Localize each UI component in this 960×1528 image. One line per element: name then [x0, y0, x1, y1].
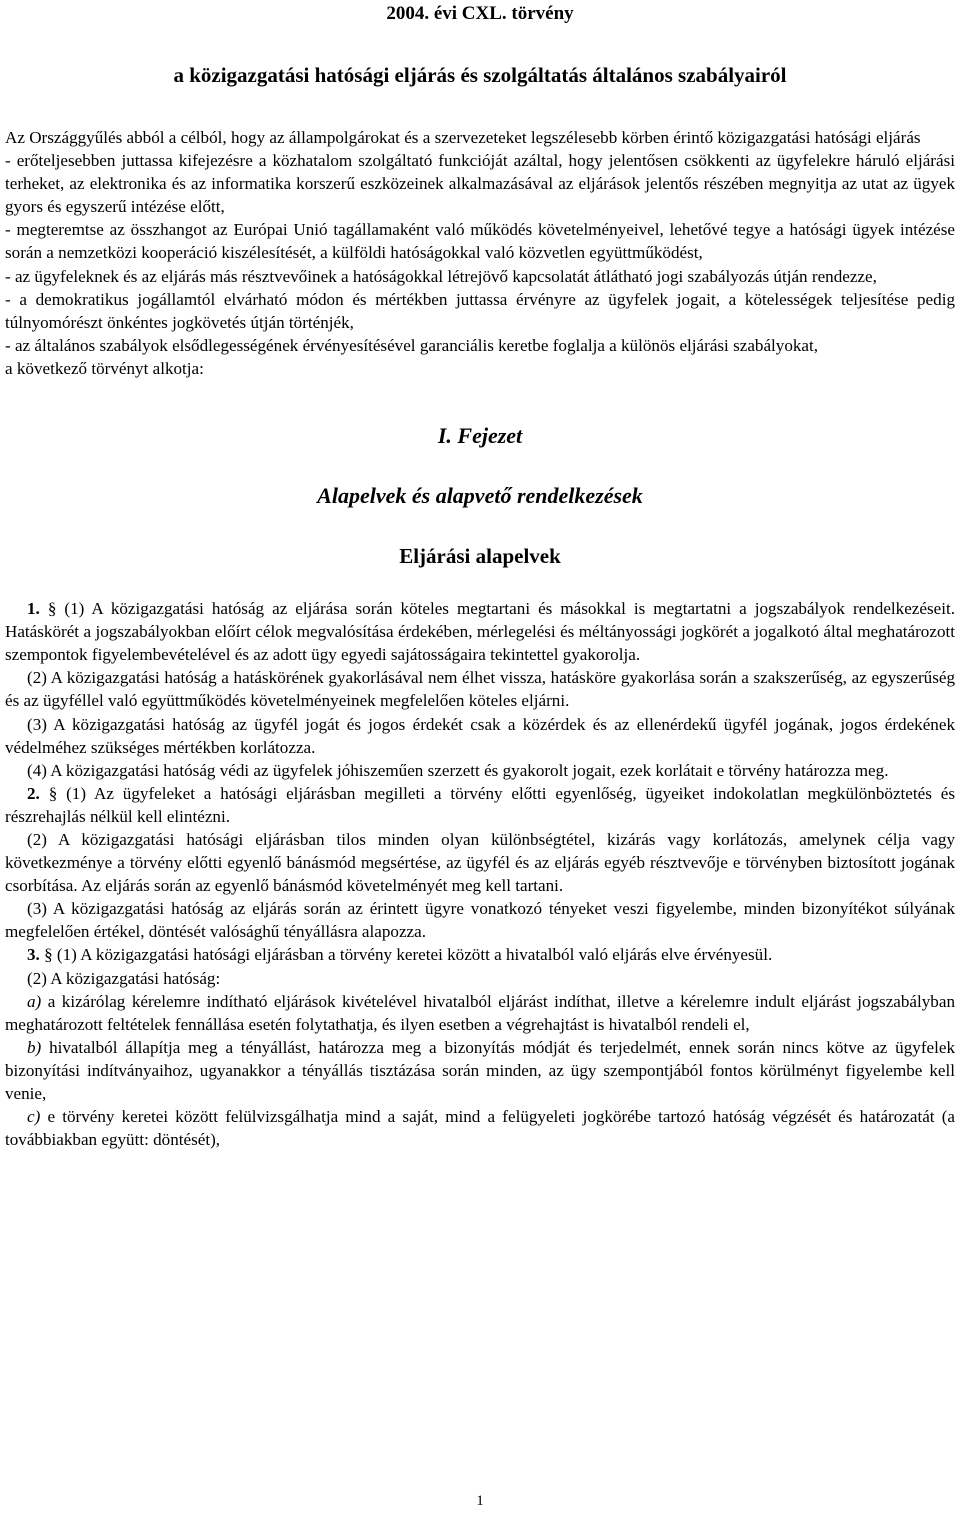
preamble-item: - erőteljesebben juttassa kifejezésre a közhatalom szolgáltató funkcióját azáltal, hogy jelentősen csökkenti az ügyfelekre háruló eljárási terheket, az elektronika és az informatika korszerű eszközeinek alkalmazásával az eljárások jelentős részében megnyitja az utat az ügyek gyors és egyszerű intézése előtt, — [5, 151, 955, 217]
paragraph-mark: § (1) — [44, 945, 77, 965]
paragraph: (2) A közigazgatási hatóság: — [27, 968, 221, 988]
section-number: 2. — [27, 783, 40, 803]
chapter-heading: I. Fejezet — [437, 423, 523, 449]
item-text: hivatalból állapítja meg a tényállást, határozza meg a bizonyítás módját és terjedelmét, ennek során nincs kötve az ügyfelek bizonyítási indítványaihoz, ugyanakkor a tényállás tisztázása során minden, az ügy szempontjából fontos körülményt figyelembe kell venie, — [5, 1037, 955, 1103]
preamble-item: - az ügyfeleknek és az eljárás más résztvevőinek a hatóságokkal létrejövő kapcsolatát átlátható jogi szabályozás útján rendezze, — [5, 266, 877, 286]
item-text: a kizárólag kérelemre indítható eljárások kivételével hivatalból eljárást indíthat, illetve a kérelemre indult eljárást jogszabályban meghatározott feltételek fennállása esetén folytathatja, és ilyen esetben a végrehajtást is hivatalból rendeli el, — [5, 991, 955, 1034]
paragraph: (2) A közigazgatási hatósági eljárásban tilos minden olyan különbségtétel, kizárás vagy korlátozás, amelynek célja vagy következménye a törvény előtti egyenlő bánásmód megsértése, az ügyfél és az eljárás egyéb résztvevője e törvényben biztosított jogának csorbítása. Az eljárás során az egyenlő bánásmód követelményét meg kell tartani. — [5, 829, 955, 896]
paragraph-text: A közigazgatási hatósági eljárásban a törvény keretei között a hivatalból való eljárás elve érvényesül. — [80, 945, 773, 965]
paragraph-mark: § (1) — [48, 783, 87, 803]
list-item — [5, 990, 955, 1036]
item-label: c) — [27, 1107, 41, 1127]
paragraph — [5, 782, 955, 828]
section-1 — [5, 597, 955, 782]
item-label: a) — [27, 991, 42, 1011]
paragraph-mark: § (1) — [47, 599, 85, 619]
paragraph: (3) A közigazgatási hatóság az eljárás során az érintett ügyre vonatkozó tényeket veszi figyelembe, minden bizonyítékot súlyának megfelelően értékel, döntését valósághű tényállásra alapozza. — [5, 899, 955, 942]
preamble-item: - a demokratikus jogállamtól elvárható módon és mértékben juttassa érvényre az ügyfelek jogait, a kötelességek teljesítése pedig túlnyomórészt önkéntes jogkövetés útján történjék, — [5, 289, 955, 332]
page-number: 1 — [476, 1493, 484, 1509]
preamble-closing: a következő törvényt alkotja: — [5, 358, 204, 378]
list-item — [5, 1105, 955, 1151]
section-number: 1. — [27, 599, 40, 619]
preamble — [5, 126, 955, 380]
paragraph: (3) A közigazgatási hatóság az ügyfél jogát és jogos érdekét csak a közérdek és az ellenérdekű ügyfél jogának, jogos érdekének védelméhez szükséges mértékben korlátozza. — [5, 714, 955, 757]
section-3 — [5, 943, 955, 1151]
law-number: 2004. évi CXL. törvény — [386, 3, 574, 24]
paragraph: (2) A közigazgatási hatóság a hatáskörének gyakorlásával nem élhet vissza, hatásköre gyakorlása során a szakszerűség, az egyszerűség és az ügyféllel való együttműködés követelményeinek megfelelően köteles eljárni. — [5, 668, 955, 711]
paragraph — [5, 943, 955, 966]
preamble-item: - megteremtse az összhangot az Európai Unió tagállamaként való működés követelményeivel, lehetővé tegye a hatósági ügyek intézése során a nemzetközi kooperáció kiszélesítését, a külföldi hatóságokkal való közvetlen együttműködést, — [5, 220, 955, 263]
item-text: e törvény keretei között felülvizsgálhatja mind a saját, mind a felügyeleti jogkörébe tartozó hatóság végzését és határozatát (a továbbiakban együtt: döntését), — [5, 1107, 955, 1150]
paragraph: (4) A közigazgatási hatóság védi az ügyfelek jóhiszeműen szerzett és gyakorolt jogait, ezek korlátait e törvény határozza meg. — [27, 760, 889, 780]
item-label: b) — [27, 1037, 42, 1057]
section-number: 3. — [27, 945, 40, 965]
law-title: a közigazgatási hatósági eljárás és szolgáltatás általános szabályairól — [173, 63, 787, 87]
paragraph-text: A közigazgatási hatóság az eljárása során köteles megtartani és másokkal is megtartatni a jogszabályok rendelkezéseit. Hatáskörét a jogszabályokban előírt célok megvalósítása érdekében, mérlegelési és méltányossági jogkörét a jogalkotó által meghatározott szempontok figyelembevételével és az adott ügy egyedi sajátosságaira tekintettel gyakorolja. — [5, 599, 955, 665]
preamble-intro: Az Országgyűlés abból a célból, hogy az állampolgárokat és a szervezeteket legszélesebb körben érintő közigazgatási hatósági eljárás — [5, 128, 921, 147]
section-title: Eljárási alapelvek — [399, 544, 561, 569]
paragraph-text: Az ügyfeleket a hatósági eljárásban megilleti a törvény előtti egyenlőség, ügyeiket indokolatlan megkülönböztetés és részrehajlás nélkül kell elintézni. — [5, 783, 955, 826]
list-item — [5, 1036, 955, 1105]
section-2 — [5, 782, 955, 944]
preamble-item: - az általános szabályok elsődlegességének érvényesítésével garanciális keretbe foglalja a különös eljárási szabályokat, — [5, 335, 819, 355]
chapter-title: Alapelvek és alapvető rendelkezések — [317, 483, 643, 509]
paragraph — [5, 597, 955, 666]
